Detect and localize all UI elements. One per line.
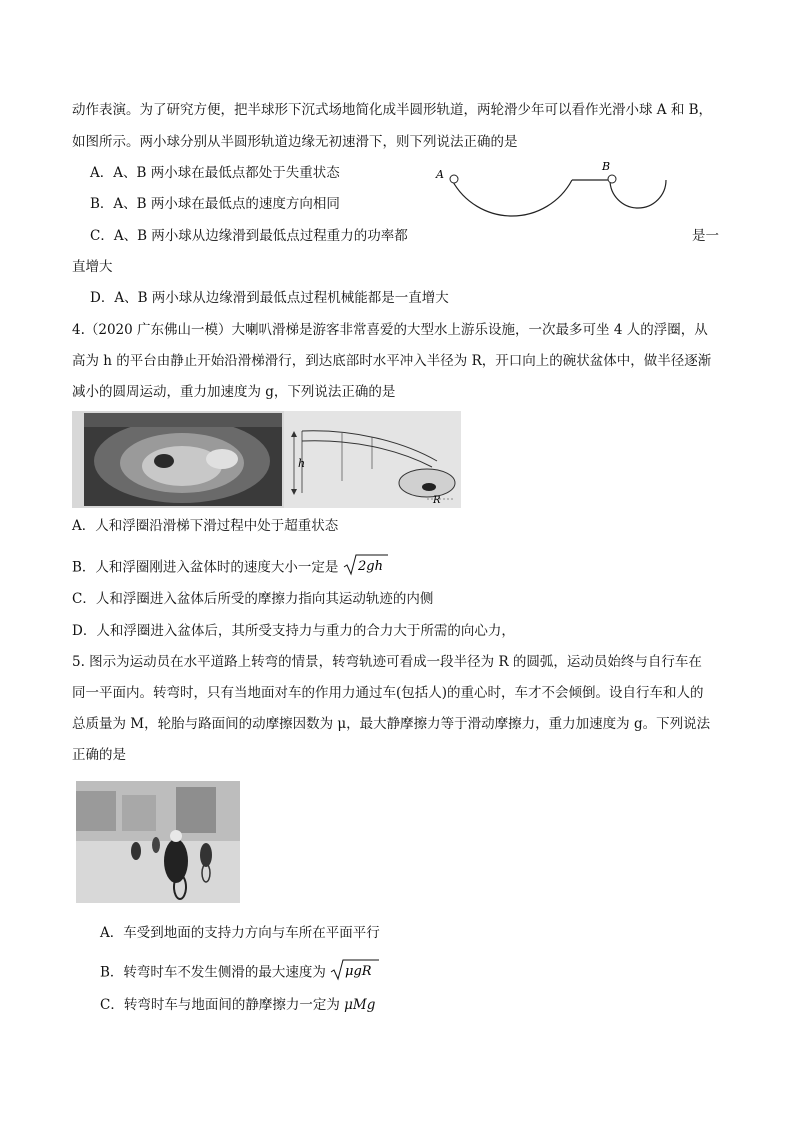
ball-a [450,175,458,183]
q4-option-d: D．人和浮圈进入盆体后，其所受支持力与重力的合力大于所需的向心力， [72,623,515,639]
q5-option-c-text: C．转弯时车与地面间的静摩擦力一定为 [100,997,340,1013]
q5-option-c [100,995,375,1015]
q4-option-b [72,553,389,583]
label-h: h [298,457,306,470]
q4-stem-line-1: 4.（2020 广东佛山一模）大喇叭滑梯是游客非常喜爱的大型水上游乐设施，一次最多可坐 4 人的浮圈，从 [72,322,708,338]
q5-stem-line-3: 总质量为 M，轮胎与路面间的动摩擦因数为 μ，最大静摩擦力等于滑动摩擦力，重力加速度为 g。下列说法 [72,716,711,732]
large-semicircle-track [452,180,572,216]
q3-option-c-wrap: 直增大 [72,259,113,275]
q4-photo-and-diagram [72,411,461,508]
label-r: R [433,495,441,506]
q5-cyclists-photo [76,781,240,903]
sqrt-2gh: 2gh [357,559,383,574]
q3-option-c-continuation: 是一 [692,228,719,244]
ball-b [608,175,616,183]
q3-intro-line-1: 动作表演。为了研究方便，把半球形下沉式场地简化成半圆形轨道，两轮滑少年可以看作光滑小球 A 和 B， [72,102,713,118]
q4-stem-line-2: 高为 h 的平台由静止开始沿滑梯滑行，到达底部时水平冲入半径为 R，开口向上的碗状盆体中，做半径逐渐 [72,353,712,369]
q3-intro-line-2: 如图所示。两小球分别从半圆形轨道边缘无初速滑下，则下列说法正确的是 [72,134,518,150]
q5-option-b [100,958,380,988]
sqrt-sign [343,553,389,577]
q4-option-a: A．人和浮圈沿滑梯下滑过程中处于超重状态 [72,518,339,534]
q5-option-b-text: B．转弯时车不发生侧滑的最大速度为 [100,964,326,981]
q5-stem-line-1: 5. 图示为运动员在水平道路上转弯的情景，转弯轨迹可看成一段半径为 R 的圆弧，运动员始终与自行车在 [72,654,702,670]
q4-option-b-text: B．人和浮圈刚进入盆体时的速度大小一定是 [72,559,339,576]
cyclists-photo-art [76,781,240,903]
q3-option-c: C．A、B 两小球从边缘滑到最低点过程重力的功率都 [90,228,408,244]
small-semicircle-track [610,180,666,208]
q5-option-c-formula: μMg [344,997,376,1013]
q3-track-figure [430,158,680,254]
sqrt-mugr: μgR [345,964,372,979]
sqrt-sign [330,958,380,982]
q4-figure-panel [72,411,461,508]
q5-option-a: A．车受到地面的支持力方向与车所在平面平行 [100,925,380,941]
q4-stem-line-3: 减小的圆周运动，重力加速度为 g，下列说法正确的是 [72,384,396,400]
q3-option-d: D．A、B 两小球从边缘滑到最低点过程机械能都是一直增大 [90,290,449,306]
q5-stem-line-2: 同一平面内。转弯时，只有当地面对车的作用力通过车(包括人)的重心时，车才不会倾倒。设自行车和人的 [72,685,704,701]
label-b: B [602,160,611,173]
q3-option-b: B．A、B 两小球在最低点的速度方向相同 [90,196,340,212]
q3-option-a: A．A、B 两小球在最低点都处于失重状态 [90,165,340,181]
label-a: A [436,168,444,181]
sqrt-formula [343,553,389,583]
q5-stem-line-4: 正确的是 [72,747,126,763]
sqrt-formula [330,958,380,988]
q4-option-c: C．人和浮圈进入盆体后所受的摩擦力指向其运动轨迹的内侧 [72,591,434,607]
